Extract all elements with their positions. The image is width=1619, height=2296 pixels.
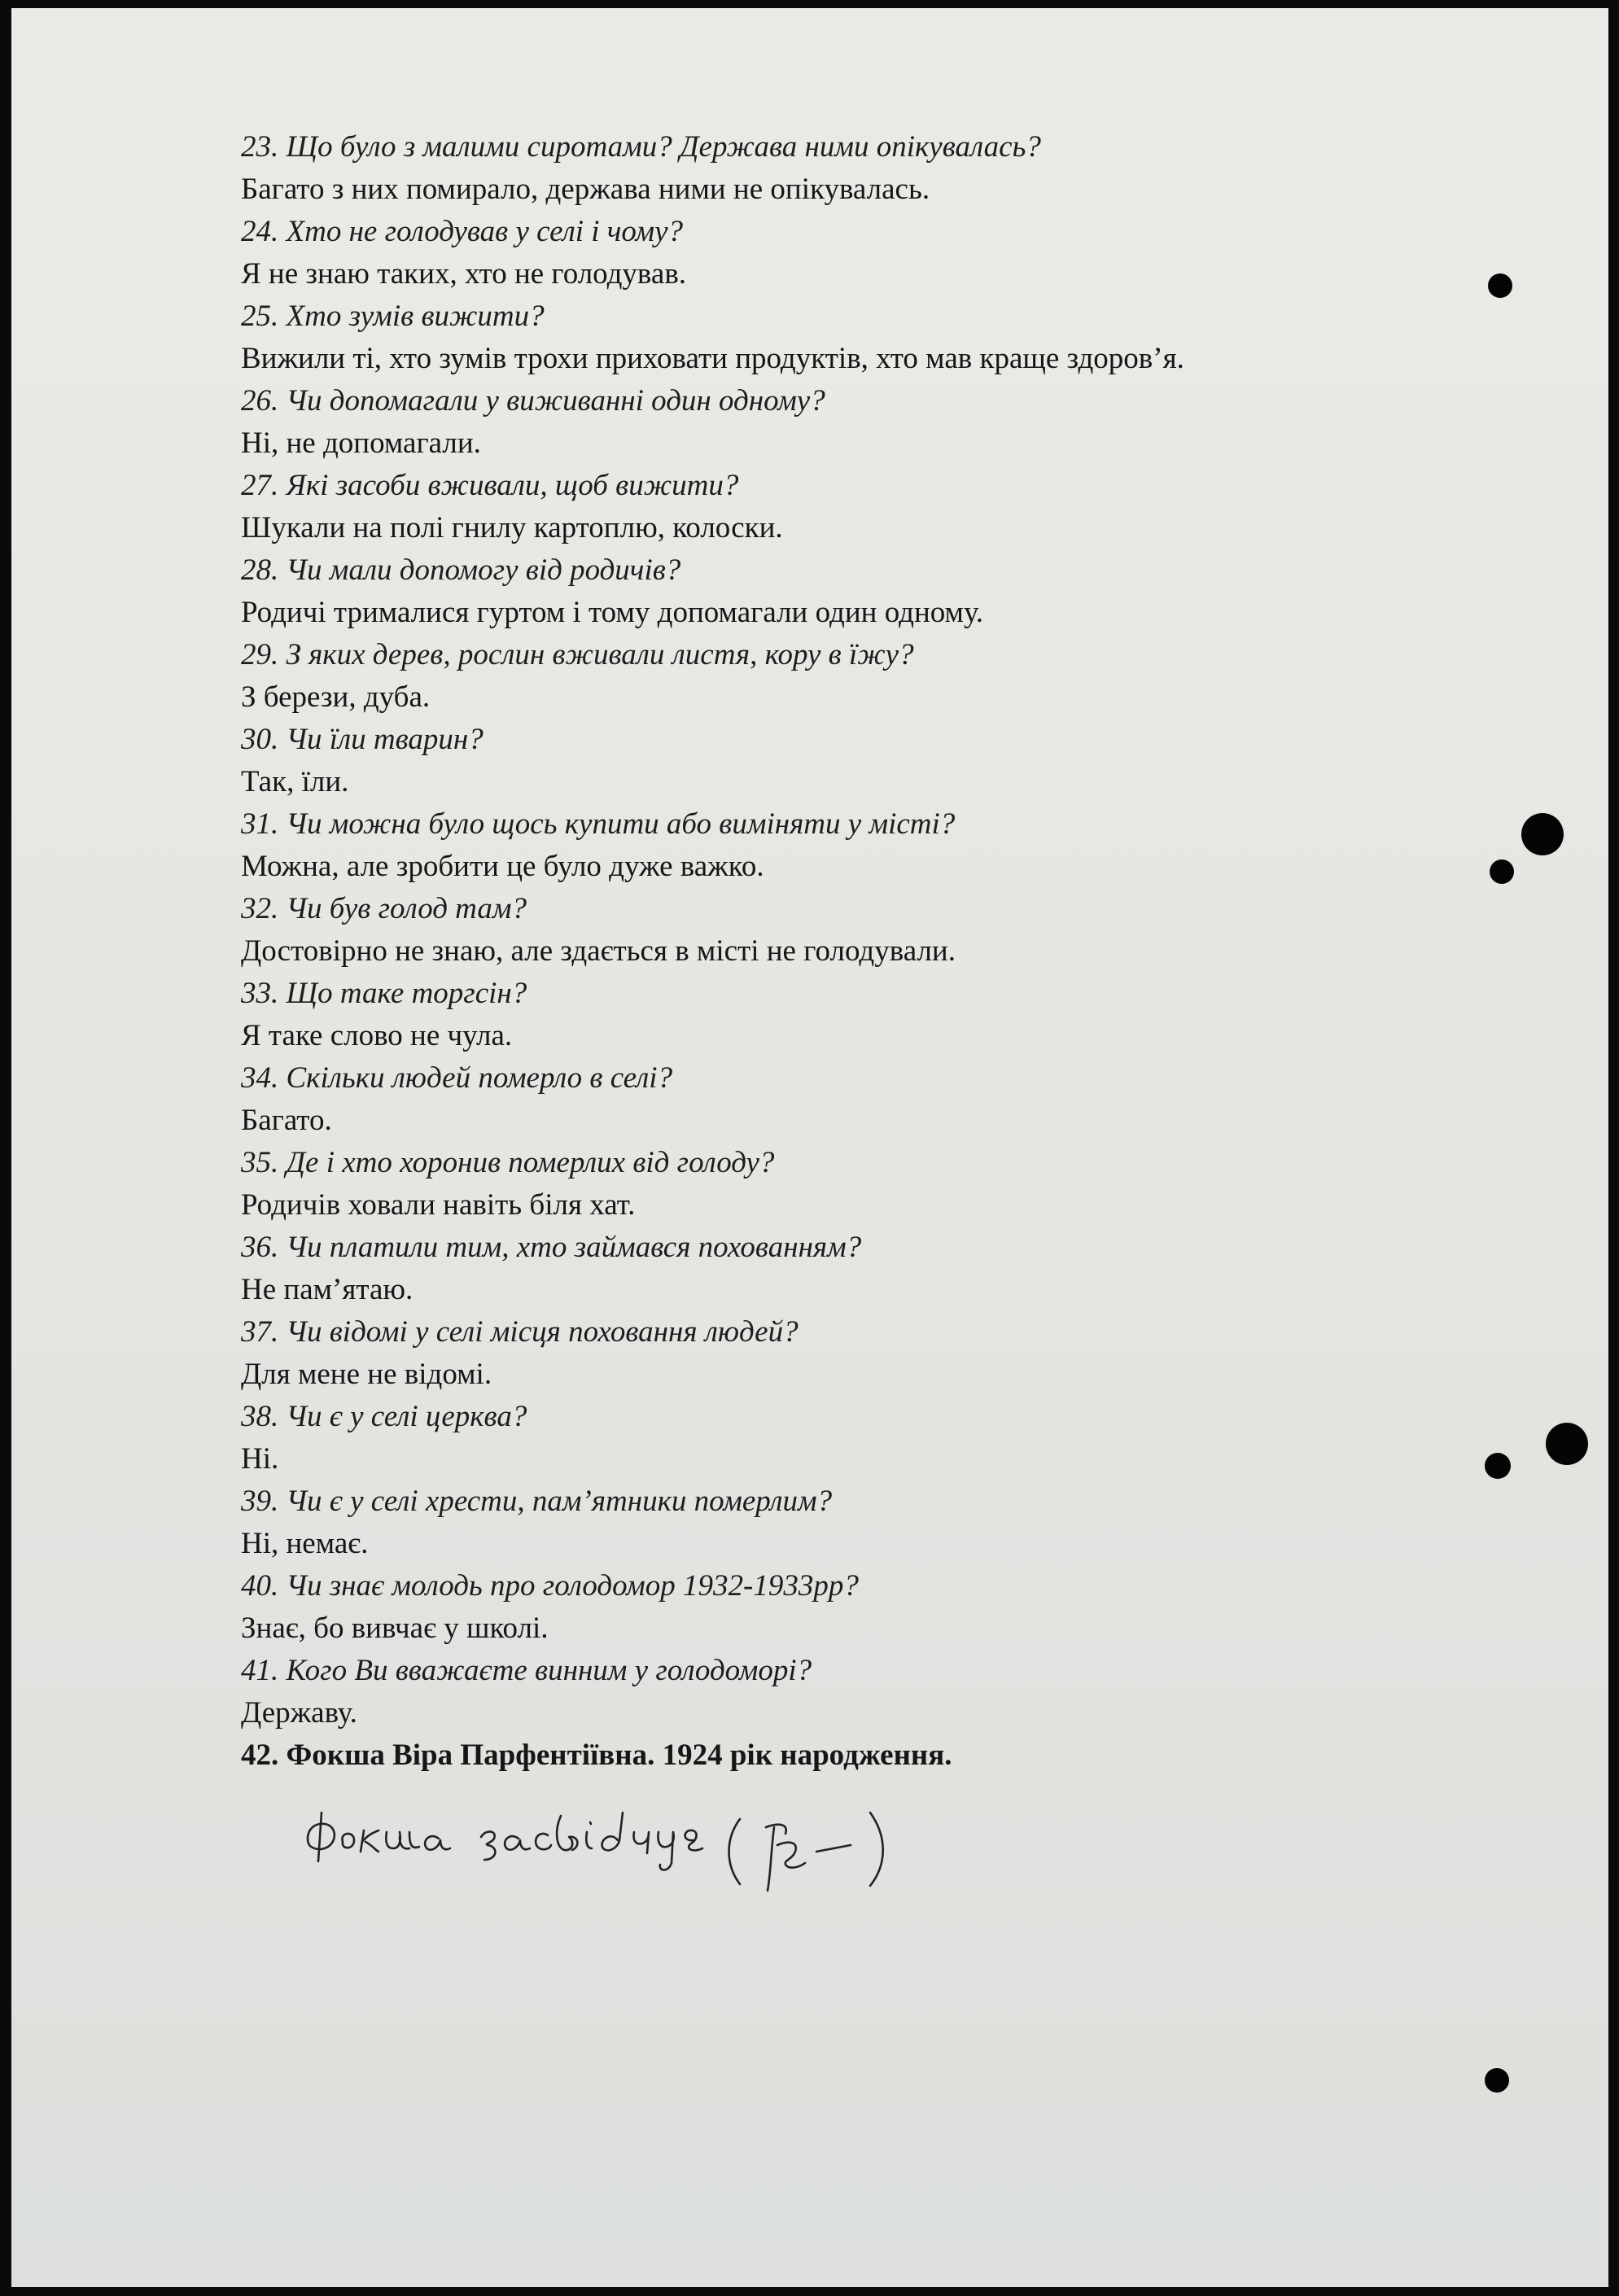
question-line: 35. Де і хто хоронив померлих від голоду?: [241, 1146, 775, 1179]
punch-hole: [1521, 813, 1564, 855]
question-line: 31. Чи можна було щось купити або виміняти у місті?: [241, 807, 956, 841]
punch-hole-mark: [1488, 273, 1512, 298]
question-line: 40. Чи знає молодь про голодомор 1932-1933рр?: [241, 1569, 859, 1603]
question-line: 38. Чи є у селі церква?: [241, 1400, 527, 1433]
question-line: 41. Кого Ви вважаєте винним у голодоморі?: [241, 1654, 812, 1687]
punch-hole-mark: [1485, 1453, 1511, 1479]
answer-line: Для мене не відомі.: [241, 1358, 492, 1391]
punch-hole-mark: [1490, 859, 1514, 884]
question-line: 29. З яких дерев, рослин вживали листя, кору в їжу?: [241, 638, 914, 671]
question-line: 34. Скільки людей померло в селі?: [241, 1061, 673, 1095]
answer-line: Вижили ті, хто зумів трохи приховати продуктів, хто мав краще здоров’я.: [241, 342, 1184, 375]
question-line: 32. Чи був голод там?: [241, 892, 527, 925]
question-line: 24. Хто не голодував у селі і чому?: [241, 215, 684, 248]
question-line: 28. Чи мали допомогу від родичів?: [241, 553, 681, 587]
answer-line: Не пам’ятаю.: [241, 1273, 414, 1306]
answer-line: Я таке слово не чула.: [241, 1019, 513, 1052]
question-line: 33. Що таке торгсін?: [241, 977, 527, 1010]
answer-line: Державу.: [241, 1696, 357, 1730]
answer-line: Ні.: [241, 1442, 279, 1476]
answer-line: Я не знаю таких, хто не голодував.: [241, 257, 687, 291]
interview-text: [241, 126, 1511, 1777]
question-line: 30. Чи їли тварин?: [241, 723, 484, 756]
question-line: 37. Чи відомі у селі місця поховання людей?: [241, 1315, 799, 1349]
question-line: 26. Чи допомагали у виживанні один одному?: [241, 384, 825, 418]
answer-line: Можна, але зробити це було дуже важко.: [241, 850, 764, 883]
punch-hole-mark: [1485, 2068, 1509, 2093]
respondent-line: 42. Фокша Віра Парфентіївна. 1924 рік народження.: [241, 1738, 952, 1772]
question-line: 27. Які засоби вживали, щоб вижити?: [241, 469, 739, 502]
question-line: 25. Хто зумів вижити?: [241, 300, 545, 333]
answer-line: Достовірно не знаю, але здається в місті не голодували.: [241, 934, 956, 968]
answer-line: Багато.: [241, 1104, 332, 1137]
answer-line: Родичі трималися гуртом і тому допомагали один одному.: [241, 596, 984, 629]
answer-line: Так, їли.: [241, 765, 349, 798]
question-line: 23. Що було з малими сиротами? Держава ними опікувалась?: [241, 130, 1041, 164]
answer-line: Багато з них помирало, держава ними не опікувалась.: [241, 173, 930, 206]
question-line: 36. Чи платили тим, хто займався похованням?: [241, 1231, 862, 1264]
answer-line: Ні, не допомагали.: [241, 426, 481, 460]
question-line: 39. Чи є у селі хрести, пам’ятники померлим?: [241, 1485, 833, 1518]
answer-line: Родичів ховали навіть біля хат.: [241, 1188, 636, 1222]
answer-line: Знає, бо вивчає у школі.: [241, 1612, 549, 1645]
answer-line: Шукали на полі гнилу картоплю, колоски.: [241, 511, 783, 544]
handwritten-signature: [300, 1795, 919, 1917]
punch-hole: [1546, 1423, 1588, 1465]
answer-line: Ні, немає.: [241, 1527, 369, 1560]
document-page: [11, 8, 1608, 2287]
answer-line: З берези, дуба.: [241, 680, 431, 714]
